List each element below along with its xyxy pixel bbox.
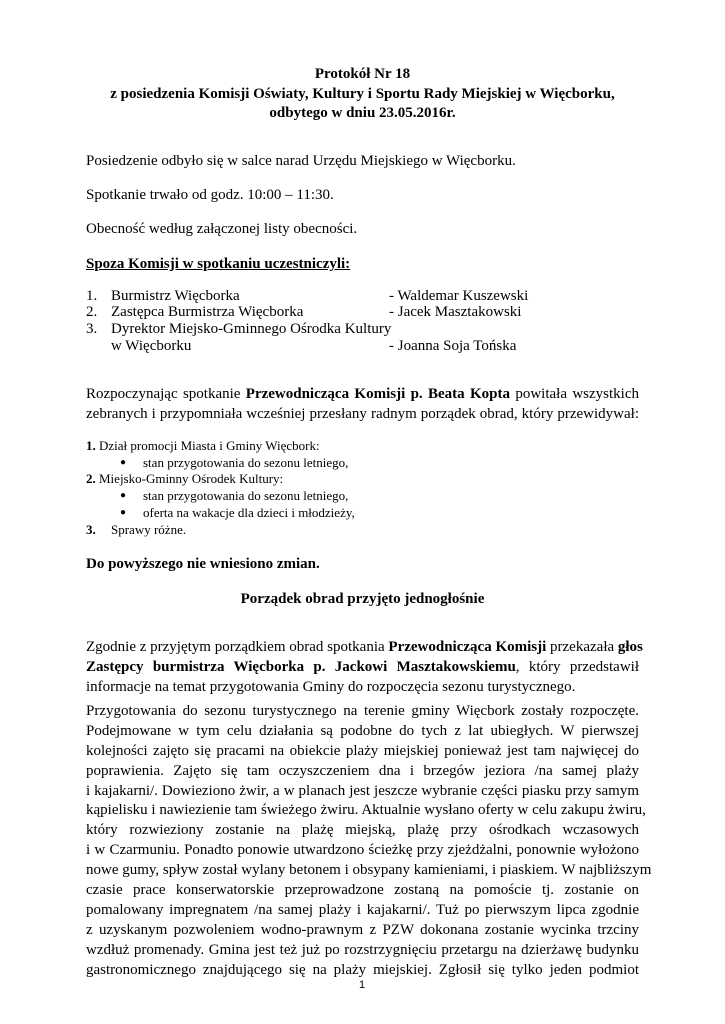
- paragraph-line: zebranych i przypomniała wcześniej przesłany radnym porządek obrad, który przewidywał:: [86, 405, 639, 422]
- meeting-time: Spotkanie trwało od godz. 10:00 – 11:30.: [86, 187, 334, 203]
- attendance-note: Obecność według załączonej listy obecności.: [86, 221, 358, 237]
- guest-name: - Jacek Masztakowski: [389, 304, 522, 320]
- paragraph-line: Przygotowania do sezonu turystycznego na terenie gminy Więcbork zostały rozpoczęte.: [86, 703, 639, 719]
- doc-subtitle: z posiedzenia Komisji Oświaty, Kultury i Sportu Rady Miejskiej w Więcborku,: [110, 86, 615, 102]
- paragraph-line: który rozwieziony zostanie na plażę miejską, plażę przy ośrodkach wczasowych: [86, 822, 639, 839]
- agenda-subitem: stan przygotowania do sezonu letniego,: [143, 488, 349, 503]
- guest-number: 3.: [86, 321, 98, 337]
- guest-name: - Joanna Soja Tońska: [389, 338, 517, 354]
- agenda-item-number: 3.: [86, 522, 96, 537]
- paragraph-line: kolejności zajęto się pracami na obiekcie plaży miejskiej ponieważ jest tam najwięcej do: [86, 742, 639, 759]
- agenda-item: Sprawy różne.: [111, 522, 187, 537]
- agenda-item: 2. Miejsko-Gminny Ośrodek Kultury:: [86, 471, 284, 486]
- deputy-mayor-paragraph: [86, 638, 643, 698]
- paragraph-line: wzdłuż promenady. Gmina jest też już po rozstrzygnięciu przetargu na dzierżawę budynku: [86, 941, 639, 958]
- paragraph-line: pomalowany impregnatem /na samej plaży i kajakarni/. Tuż po pierwszym lipca zgodnie: [86, 901, 639, 918]
- agenda-accepted: Porządek obrad przyjęto jednogłośnie: [240, 591, 485, 607]
- meeting-place: Posiedzenie odbyło się w salce narad Urzędu Miejskiego w Więcborku.: [86, 153, 516, 169]
- bullet-icon: ●: [120, 507, 127, 518]
- guest-role: Burmistrz Więcborka: [111, 288, 240, 304]
- no-changes-note: Do powyższego nie wniesiono zmian.: [86, 556, 320, 572]
- agenda-subitem: oferta na wakacje dla dzieci i młodzieży,: [143, 505, 355, 520]
- guest-number: 1.: [86, 288, 98, 304]
- paragraph-line: Podejmowane w tym celu działania są podobne do tych z lat ubiegłych. W pierwszej: [86, 722, 639, 739]
- guest-name: - Waldemar Kuszewski: [389, 288, 529, 304]
- paragraph-line: i kajakarni/. Dowieziono żwir, a w planach jest jeszcze wybranie części piasku przy samym: [86, 782, 639, 799]
- opening-paragraph: [86, 385, 639, 425]
- doc-date-line: odbytego w dniu 23.05.2016r.: [269, 105, 456, 121]
- paragraph-line: i w Czarmuniu. Ponadto ponowie utwardzono ścieżkę przy zjeżdżalni, ponownie wyłożono: [86, 842, 639, 859]
- bullet-icon: ●: [120, 490, 127, 501]
- paragraph-line: informacje na temat przygotowania Gminy do rozpoczęcia sezonu turystycznego.: [86, 678, 576, 695]
- agenda-subitem: stan przygotowania do sezonu letniego,: [143, 455, 349, 470]
- bullet-icon: ●: [120, 457, 127, 468]
- paragraph-line: nowe gumy, spływ został wylany betonem i obsypany kamieniami, i piaskiem. W najbliższym: [86, 862, 652, 879]
- agenda-item: 1. Dział promocji Miasta i Gminy Więcbork:: [86, 438, 320, 453]
- paragraph-line: czasie prace konserwatorskie przeprowadzone zostaną na pomoście tj. zostanie on: [86, 882, 639, 899]
- guest-number: 2.: [86, 304, 98, 320]
- paragraph-line: Zgodnie z przyjętym porządkiem obrad spotkania Przewodnicząca Komisji przekazała głos: [86, 639, 643, 655]
- paragraph-line: Rozpoczynając spotkanie Przewodnicząca Komisji p. Beata Kopta powitała wszystkich: [86, 386, 639, 402]
- paragraph-line: z uzyskanym pozwoleniem wodno-prawnym z PZW dokonana zostanie wycinka trzciny: [86, 921, 639, 938]
- paragraph-line: Zastępcy burmistrza Więcborka p. Jackowi Masztakowskiemu, który przedstawił: [86, 658, 639, 675]
- guest-role-continued: w Więcborku: [111, 338, 192, 354]
- guest-role: Zastępca Burmistrza Więcborka: [111, 304, 304, 320]
- paragraph-line: poprawienia. Zajęto się tam oczyszczeniem dna i brzegów jeziora /na samej plaży: [86, 762, 639, 779]
- guests-heading: Spoza Komisji w spotkaniu uczestniczyli:: [86, 256, 351, 272]
- guest-role: Dyrektor Miejsko-Gminnego Ośrodka Kultury: [111, 321, 392, 337]
- paragraph-line: gastronomicznego znajdującego się na plaży miejskiej. Zgłosił się tylko jeden podmiot: [86, 961, 639, 978]
- page-number: 1: [358, 979, 366, 991]
- paragraph-line: kąpielisku i nawiezienie tam świeżego żwiru. Aktualnie wysłano oferty w celu zakupu żwiru,: [86, 802, 646, 819]
- tourism-preparation-paragraph: [86, 702, 652, 980]
- doc-title: Protokół Nr 18: [314, 66, 411, 82]
